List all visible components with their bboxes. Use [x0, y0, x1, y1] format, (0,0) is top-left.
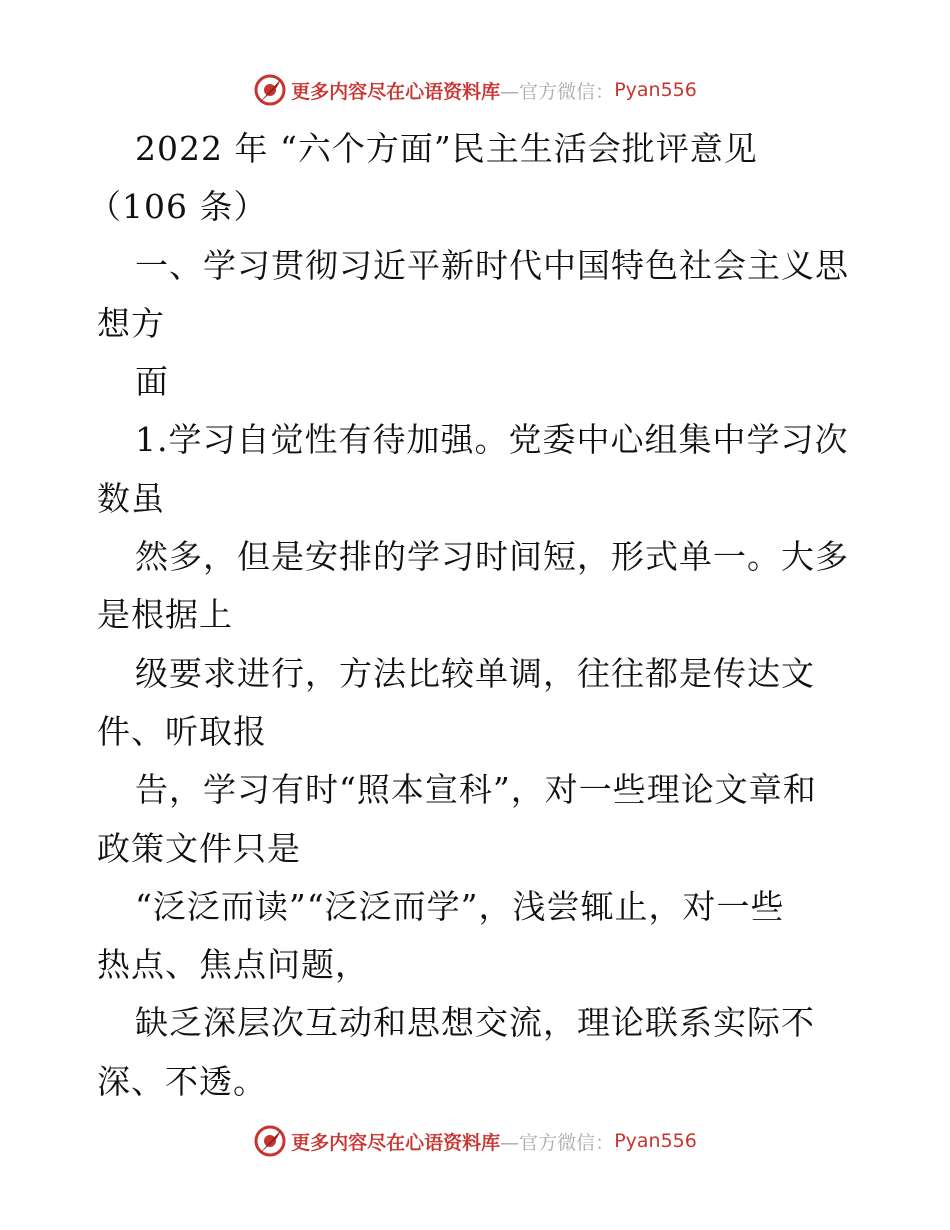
paragraph-line: 件、听取报: [97, 711, 267, 751]
footer-watermark: [0, 1123, 950, 1159]
document-title: 2022 年 “六个方面”民主生活会批评意见: [135, 129, 758, 168]
paragraph-line: 数虽: [97, 478, 165, 518]
paragraph-line: 然多，但是安排的学习时间短，形式单一。大多: [135, 537, 849, 577]
watermark-wechat-id: Pyan556: [614, 1130, 697, 1152]
paragraph-line: 政策文件只是: [97, 828, 301, 868]
paragraph-line: 1.学习自觉性有待加强。党委中心组集中学习次: [135, 420, 849, 460]
section-heading-end: 面: [135, 362, 169, 402]
document-body: [88, 120, 857, 1111]
watermark-text: 更多内容尽在心语资料库: [291, 80, 501, 103]
quill-logo-icon: [253, 73, 287, 107]
watermark-wechat-label: —官方微信：: [500, 1131, 615, 1154]
paragraph-line: 级要求进行，方法比较单调，往往都是传达文: [135, 653, 815, 693]
paragraph-line: 缺乏深层次互动和思想交流，理论联系实际不: [135, 1003, 815, 1043]
paragraph-line: 是根据上: [97, 595, 233, 635]
watermark-wechat-id: Pyan556: [614, 79, 697, 101]
paragraph-line: “泛泛而读”“泛泛而学”，浅尝辄止，对一些: [135, 886, 785, 926]
watermark-text: 更多内容尽在心语资料库: [291, 1131, 501, 1154]
paragraph-line: 告，学习有时“照本宣科”，对一些理论文章和: [135, 770, 817, 810]
section-heading: 一、学习贯彻习近平新时代中国特色社会主义思: [135, 245, 849, 285]
quill-logo-icon: [253, 1124, 287, 1158]
document-title-count: （106 条）: [88, 187, 268, 227]
header-watermark: [0, 72, 950, 108]
section-heading-cont: 想方: [97, 303, 165, 343]
paragraph-line: 热点、焦点问题，: [97, 945, 369, 985]
paragraph-line: 深、不透。: [97, 1061, 267, 1101]
watermark-wechat-label: —官方微信：: [500, 80, 615, 103]
